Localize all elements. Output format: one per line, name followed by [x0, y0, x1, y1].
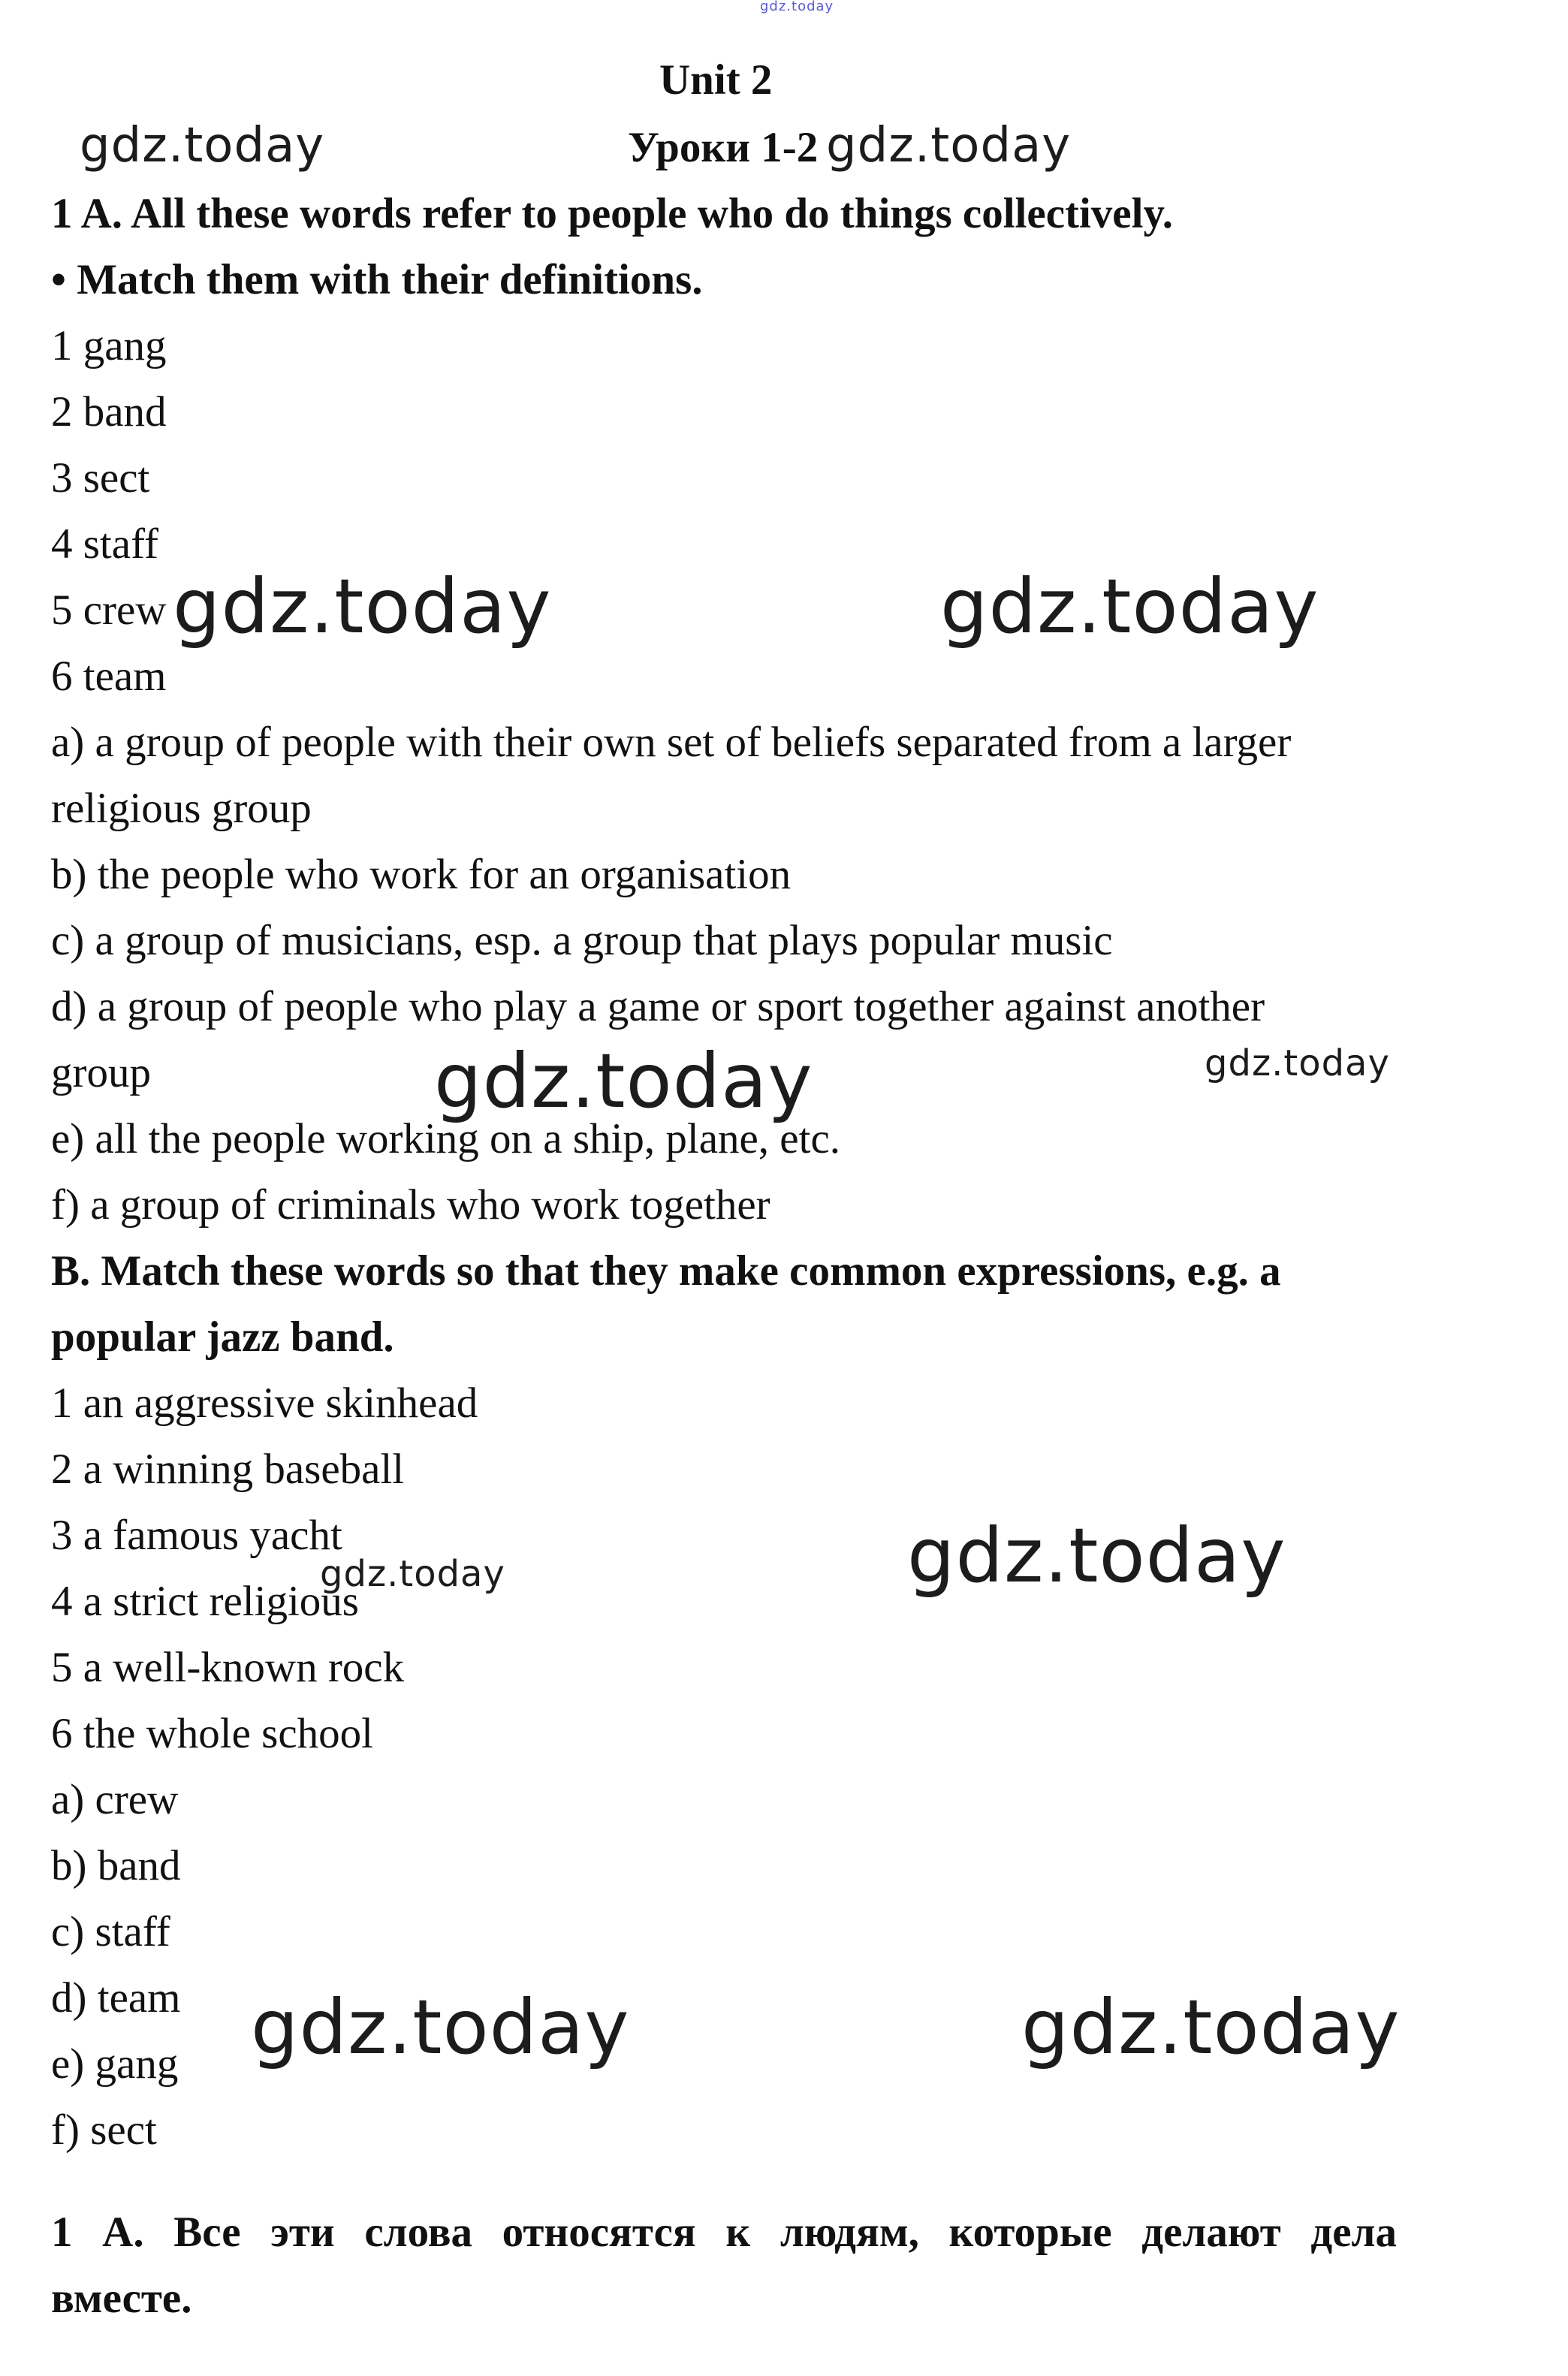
- definition-line: group: [51, 1049, 151, 1096]
- option-item: f) sect: [51, 2106, 157, 2154]
- word-item: 4 staff: [51, 520, 159, 568]
- watermark-text: gdz.today: [1205, 1042, 1390, 1084]
- exercise-a-instruction: 1 A. All these words refer to people who do things collectively.: [51, 190, 1174, 237]
- definition-line: e) all the people working on a ship, plane, etc.: [51, 1115, 840, 1162]
- exercise-b-instruction: B. Match these words so that they make common expressions, e.g. a: [51, 1247, 1281, 1295]
- option-item: b) band: [51, 1842, 181, 1889]
- definition-line: f) a group of criminals who work together: [51, 1181, 770, 1229]
- definition-line: religious group: [51, 785, 312, 832]
- phrase-item: 3 a famous yacht: [51, 1512, 342, 1559]
- watermark-text: gdz.today: [826, 118, 1072, 173]
- translation-line: вместе.: [51, 2275, 192, 2322]
- lessons-title: Уроки 1-2: [628, 124, 819, 171]
- option-item: e) gang: [51, 2040, 179, 2088]
- watermark-text: gdz.today: [940, 562, 1319, 650]
- phrase-item: 6 the whole school: [51, 1710, 374, 1757]
- option-item: c) staff: [51, 1908, 170, 1955]
- translation-line: 1 А. Все эти слова относятся к людям, которые делают дела: [51, 2209, 1397, 2256]
- watermark-text: gdz.today: [434, 1037, 813, 1125]
- word-item: 1 gang: [51, 322, 167, 369]
- definition-line: d) a group of people who play a game or sport together against another: [51, 983, 1265, 1030]
- exercise-b-instruction-cont: popular jazz band.: [51, 1313, 394, 1361]
- watermark-text: gdz.today: [320, 1553, 505, 1595]
- phrase-item: 4 a strict religious: [51, 1578, 359, 1625]
- unit-title: Unit 2: [659, 56, 773, 104]
- word-item: 3 sect: [51, 454, 150, 502]
- watermark-text: gdz.today: [173, 562, 552, 650]
- watermark-text: gdz.today: [907, 1512, 1286, 1600]
- word-item: 2 band: [51, 388, 167, 436]
- watermark-text: gdz.today: [1021, 1983, 1401, 2071]
- option-item: d) team: [51, 1974, 181, 2022]
- exercise-a-subinstruction: • Match them with their definitions.: [51, 256, 703, 303]
- word-item: 5 crew: [51, 586, 167, 634]
- phrase-item: 5 a well-known rock: [51, 1644, 405, 1691]
- watermark-text: gdz.today: [80, 118, 325, 173]
- option-item: a) crew: [51, 1776, 179, 1823]
- definition-line: c) a group of musicians, esp. a group that plays popular music: [51, 917, 1113, 964]
- phrase-item: 2 a winning baseball: [51, 1446, 405, 1493]
- word-item: 6 team: [51, 653, 167, 700]
- watermark-top: gdz.today: [760, 0, 834, 14]
- definition-line: b) the people who work for an organisation: [51, 851, 792, 898]
- definition-line: a) a group of people with their own set of beliefs separated from a larger: [51, 719, 1292, 766]
- phrase-item: 1 an aggressive skinhead: [51, 1379, 478, 1427]
- watermark-text: gdz.today: [251, 1983, 630, 2071]
